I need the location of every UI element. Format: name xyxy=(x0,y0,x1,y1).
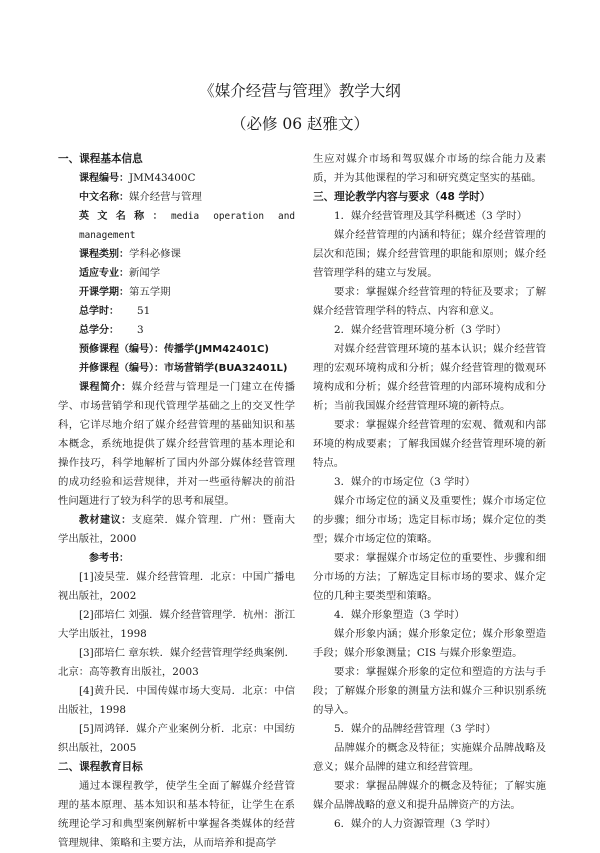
total-credits-label: 总学分： xyxy=(79,325,119,336)
left-column xyxy=(58,150,295,853)
topic-3-heading: 3．媒介的市场定位（3 学时） xyxy=(334,476,476,488)
course-code-line xyxy=(58,169,295,188)
right-column xyxy=(313,150,546,834)
section-1-heading: 一、课程基本信息 xyxy=(58,153,143,165)
textbook-label: 教材建议： xyxy=(79,515,132,526)
term-line xyxy=(58,283,295,302)
major-label: 适应专业： xyxy=(79,268,129,279)
total-hours-line xyxy=(58,302,295,321)
topic-1-requirement: 要求：掌握媒介经营管理的特征及要求；了解媒介经营管理学科的特点、内容和意义。 xyxy=(313,286,546,317)
prerequisite-line: 预修课程（编号）：传播学(JMM42401C) xyxy=(79,344,269,355)
textbook-text: 支庭荣．媒介管理．广州：暨南大学出版社，2000 xyxy=(58,514,296,545)
section-2-heading: 二、课程教育目标 xyxy=(58,761,143,773)
course-category-label: 课程类别： xyxy=(79,249,129,260)
topic-5-requirement: 要求：掌握品牌媒介的概念及特征；了解实施媒介品牌战略的意义和提升品牌资产的方法。 xyxy=(313,780,546,811)
term-label: 开课学期： xyxy=(79,287,129,298)
total-credits-value: 3 xyxy=(137,324,144,336)
section-2-continued-text: 生应对媒介市场和驾驭媒介市场的综合能力及素质，并为其他课程的学习和研究奠定坚实的基础。 xyxy=(313,153,546,184)
total-hours-value: 51 xyxy=(137,305,151,317)
course-category-value: 学科必修课 xyxy=(129,248,181,260)
topic-4-content: 媒介形象内涵；媒介形象定位；媒介形象塑造手段；媒介形象测量；CIS 与媒介形象塑造。 xyxy=(313,628,546,659)
total-credits-line xyxy=(58,321,295,340)
topic-5-content: 品牌媒介的概念及特征；实施媒介品牌战略及意义；媒介品牌的建立和经营管理。 xyxy=(313,742,546,773)
course-code-value: JMM43400C xyxy=(129,172,196,184)
english-name-line xyxy=(58,207,295,245)
topic-5-heading: 5．媒介的品牌经营管理（3 学时） xyxy=(334,723,496,735)
course-code-label: 课程编号： xyxy=(79,173,129,184)
reference-item: [1]凌昊莹．媒介经营管理．北京：中国广播电视出版社，2002 xyxy=(58,571,295,602)
chinese-name-value: 媒介经营与管理 xyxy=(129,191,202,203)
document-subtitle: （必修 06 赵雅文） xyxy=(230,115,370,133)
topic-4-heading: 4．媒介形象塑造（3 学时） xyxy=(334,609,465,621)
textbook xyxy=(58,511,295,549)
topic-3-requirement: 要求：掌握媒介市场定位的重要性、步骤和细分市场的方法；了解选定目标市场的要求、媒介定位的几种主要类型和策略。 xyxy=(313,552,546,602)
major-line xyxy=(58,264,295,283)
chinese-name-label: 中文名称： xyxy=(79,192,129,203)
topic-2-content: 对媒介经营管理环境的基本认识；媒介经营管理的宏观环境构成和分析；媒介经营管理的微观环境构成和分析；媒介经营管理的内部环境构成和分析；当前我国媒介经营管理环境的新特点。 xyxy=(313,343,546,412)
section-2-text: 通过本课程教学，使学生全面了解媒介经营管理的基本原理、基本知识和基本特征，让学生在系统理论学习和典型案例解析中掌握各类媒体的经营管理规律、策略和主要方法，从而培养和提高学 xyxy=(58,780,295,849)
section-3-heading: 三、理论教学内容与要求（48 学时） xyxy=(313,191,491,203)
topic-2-heading: 2．媒介经营管理环境分析（3 学时） xyxy=(334,324,507,336)
english-name-label: 英文名称： xyxy=(79,211,171,222)
topic-6-heading: 6．媒介的人力资源管理（3 学时） xyxy=(334,818,496,830)
reference-item: [4]黄升民．中国传媒市场大变局．北京：中信出版社，1998 xyxy=(58,685,295,716)
reference-item: [3]邵培仁 章东轶．媒介经营管理学经典案例．北京：高等教育出版社，2003 xyxy=(58,647,295,678)
total-hours-label: 总学时： xyxy=(79,306,119,317)
topic-1-content: 媒介经营管理的内涵和特征；媒介经营管理的层次和范围；媒介经营管理的职能和原则；媒介经营管理学科的建立与发展。 xyxy=(313,229,546,279)
topic-3-content: 媒介市场定位的涵义及重要性；媒介市场定位的步骤；细分市场；选定目标市场；媒介定位的类型；媒介市场定位的策略。 xyxy=(313,495,546,545)
corequisite-line: 并修课程（编号）：市场营销学(BUA32401L) xyxy=(79,363,288,374)
reference-item: [2]邵培仁 刘强．媒介经营管理学．杭州：浙江大学出版社，1998 xyxy=(58,609,295,640)
references-label: 参考书： xyxy=(89,553,129,564)
document-title: 《媒介经营与管理》教学大纲 xyxy=(199,82,401,100)
course-intro-label: 课程简介： xyxy=(79,382,132,393)
topic-4-requirement: 要求：掌握媒介形象的定位和塑造的方法与手段；了解媒介形象的测量方法和媒介三种识别系统的导入。 xyxy=(313,666,546,716)
course-intro xyxy=(58,378,295,511)
chinese-name-line xyxy=(58,188,295,207)
course-intro-text: 媒介经营与管理是一门建立在传播学、市场营销学和现代管理学基础之上的交叉性学科，它详尽地介绍了媒介经营管理的基础知识和基本概念，系统地提供了媒介经营管理的基本理论和操作技巧，科学地解析了国内外部分媒体经营管理的成功经验和运营规律，并对一些亟待解决的前沿性问题进行了较为科学的思考和展望。 xyxy=(58,381,296,507)
topic-2-requirement: 要求：掌握媒介经营管理的宏观、微观和内部环境的构成要素；了解我国媒介经营管理环境的新特点。 xyxy=(313,419,546,469)
topic-1-heading: 1．媒介经营管理及其学科概述（3 学时） xyxy=(334,210,528,222)
term-value: 第五学期 xyxy=(129,286,171,298)
english-name-value: media operation and management xyxy=(79,211,295,241)
reference-item: [5]周鸿铎．媒介产业案例分析．北京：中国纺织出版社，2005 xyxy=(58,723,295,754)
course-category-line xyxy=(58,245,295,264)
major-value: 新闻学 xyxy=(129,267,161,279)
